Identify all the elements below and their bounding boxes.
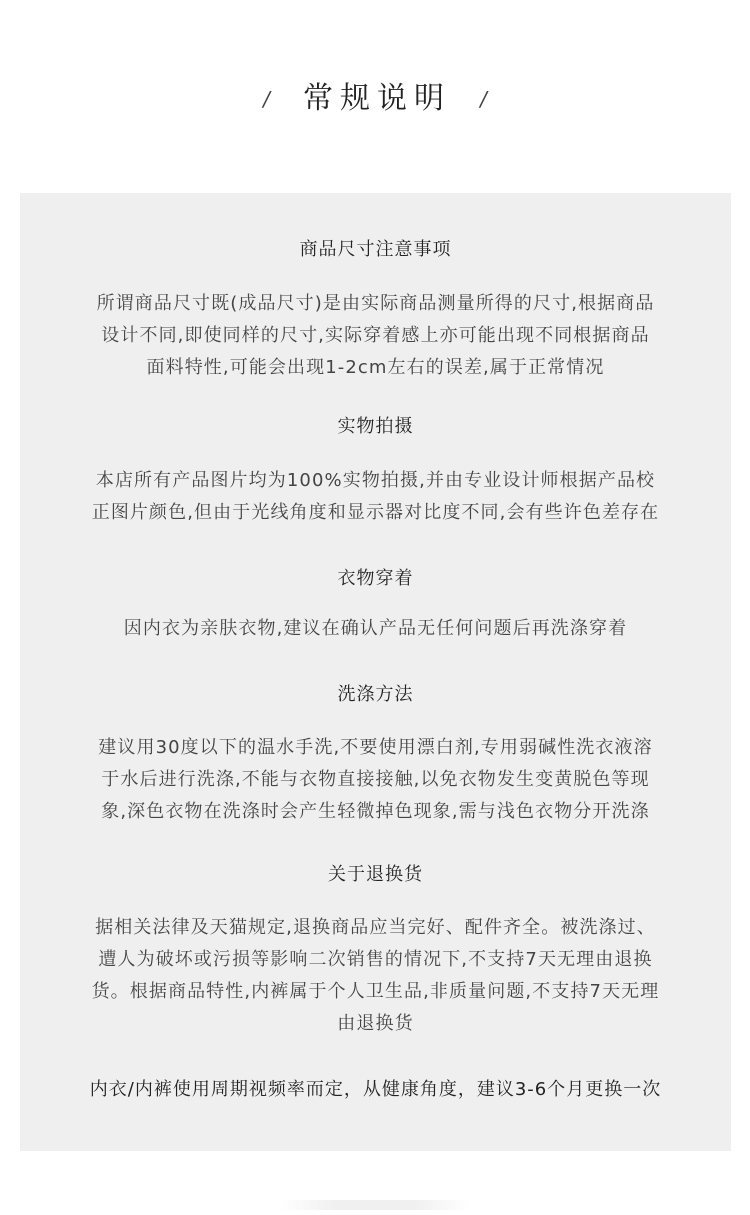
body-line: 正图片颜色,但由于光线角度和显示器对比度不同,会有些许色差存在	[91, 502, 660, 523]
section-title: 关于退换货	[328, 864, 423, 885]
body-line: 象,深色衣物在洗涤时会产生轻微掉色现象,需与浅色衣物分开洗涤	[101, 801, 650, 822]
body-line: 据相关法律及天猫规定,退换商品应当完好、配件齐全。被洗涤过、	[95, 917, 656, 938]
page-header	[0, 78, 750, 118]
section-body	[20, 732, 731, 828]
body-line: 所谓商品尺寸既(成品尺寸)是由实际商品测量所得的尺寸,根据商品	[96, 293, 655, 314]
body-line: 遭人为破坏或污损等影响二次销售的情况下,不支持7天无理由退换	[98, 949, 653, 970]
page-title: 常规说明	[303, 80, 451, 116]
body-line: 由退换货	[337, 1013, 414, 1034]
section-washing	[20, 682, 731, 828]
section-size-notes	[20, 237, 731, 384]
section-body	[20, 912, 731, 1040]
body-line: 货。根据商品特性,内裤属于个人卫生品,非质量问题,不支持7天无理	[91, 981, 660, 1002]
body-line: 因内衣为亲肤衣物,建议在确认产品无任何问题后再洗涤穿着	[123, 618, 628, 639]
section-title: 衣物穿着	[337, 568, 414, 589]
replacement-cycle-note: 内衣/内裤使用周期视频率而定，从健康角度，建议3-6个月更换一次	[89, 1079, 662, 1100]
title-slash-right: /	[480, 86, 487, 111]
info-panel	[20, 193, 731, 1151]
section-wearing	[20, 566, 731, 645]
section-returns	[20, 862, 731, 1040]
section-real-photos	[20, 414, 731, 529]
body-line: 本店所有产品图片均为100%实物拍摄,并由专业设计师根据产品校	[95, 470, 656, 491]
section-title: 洗涤方法	[337, 684, 414, 705]
body-line: 于水后进行洗涤,不能与衣物直接接触,以免衣物发生变黄脱色等现	[101, 769, 650, 790]
section-title: 实物拍摄	[337, 416, 414, 437]
section-body	[20, 613, 731, 645]
body-line: 面料特性,可能会出现1-2cm左右的误差,属于正常情况	[146, 357, 605, 378]
body-line: 设计不同,即使同样的尺寸,实际穿着感上亦可能出现不同根据商品	[101, 325, 650, 346]
body-line: 建议用30度以下的温水手洗,不要使用漂白剂,专用弱碱性洗衣液溶	[98, 737, 653, 758]
section-body	[20, 465, 731, 529]
title-slash-left: /	[263, 86, 270, 111]
section-body	[20, 288, 731, 384]
section-title: 商品尺寸注意事项	[299, 239, 452, 260]
bottom-divider	[280, 1200, 470, 1210]
